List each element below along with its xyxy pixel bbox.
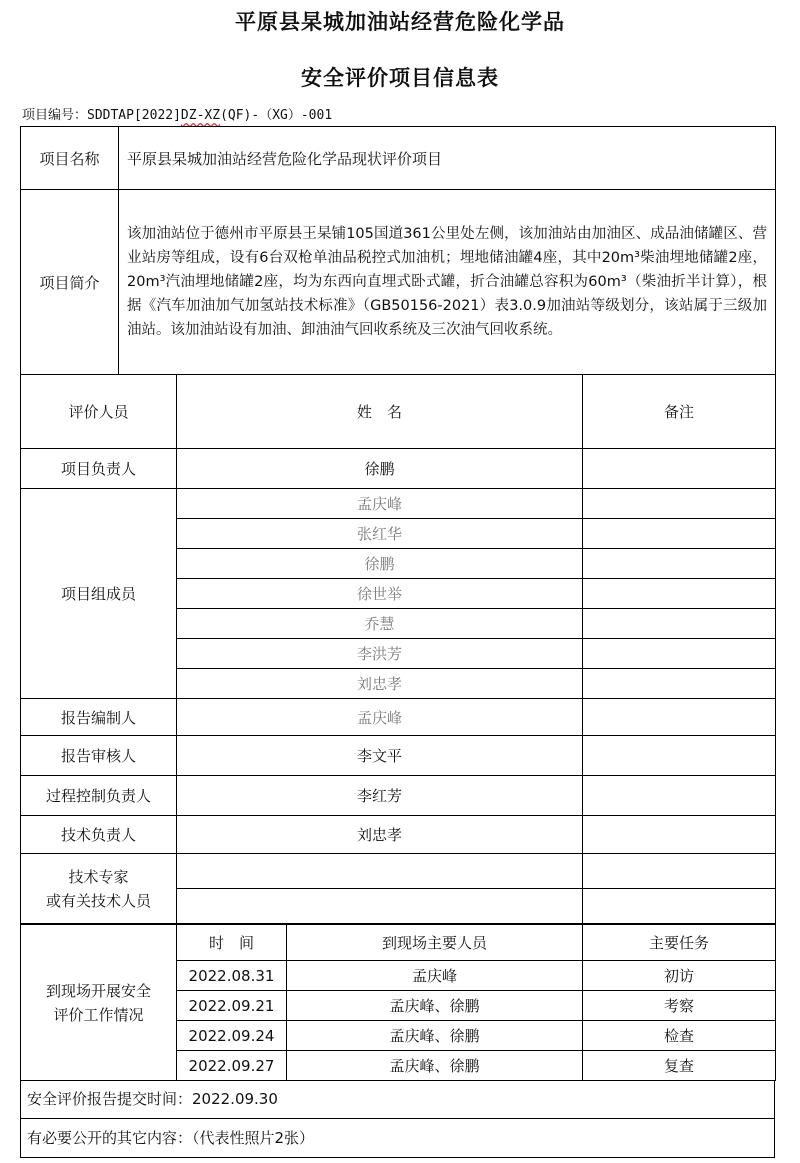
process-control-name: 李红芳 [177, 776, 583, 816]
project-summary-label: 项目简介 [21, 190, 119, 375]
leader-note [583, 449, 776, 489]
compiler-label: 报告编制人 [21, 699, 177, 736]
project-name-value: 平原县杲城加油站经营危险化学品现状评价项目 [119, 127, 776, 190]
process-control-label: 过程控制负责人 [21, 776, 177, 816]
col-header-role: 评价人员 [21, 375, 177, 449]
project-summary-row [21, 190, 776, 375]
document-title-line2: 安全评价项目信息表 [301, 66, 499, 90]
reviewer-name: 李文平 [177, 736, 583, 776]
member-name: 张红华 [177, 519, 583, 549]
member-name: 刘忠孝 [177, 669, 583, 699]
tech-lead-name: 刘忠孝 [177, 816, 583, 854]
reviewer-label: 报告审核人 [21, 736, 177, 776]
member-name: 李洪芳 [177, 639, 583, 669]
visit-people: 孟庆峰 [287, 961, 583, 991]
leader-label: 项目负责人 [21, 449, 177, 489]
col-header-people: 到现场主要人员 [287, 925, 583, 961]
members-label: 项目组成员 [21, 489, 177, 699]
member-note [583, 489, 776, 519]
visit-people: 孟庆峰、徐鹏 [287, 1021, 583, 1051]
expert-label-line1: 技术专家 [68, 867, 129, 886]
compiler-row [21, 699, 776, 736]
reviewer-note [583, 736, 776, 776]
personnel-table [20, 374, 776, 924]
process-control-row [21, 776, 776, 816]
member-note [583, 579, 776, 609]
member-name: 徐世举 [177, 579, 583, 609]
member-note [583, 519, 776, 549]
expert-name [177, 854, 583, 889]
visits-label-line1: 到现场开展安全 [45, 981, 151, 1000]
visit-task: 检查 [583, 1021, 776, 1051]
visit-date: 2022.09.24 [177, 1021, 287, 1051]
site-visits-table [20, 924, 776, 1081]
expert-name [177, 889, 583, 924]
expert-row [21, 854, 776, 889]
project-number-underlined: DZ-XZ [180, 108, 221, 123]
personnel-header-row [21, 375, 776, 449]
project-name-label: 项目名称 [21, 127, 119, 190]
member-row [21, 489, 776, 519]
leader-name: 徐鹏 [177, 449, 583, 489]
project-number [22, 104, 332, 123]
process-control-note [583, 776, 776, 816]
compiler-note [583, 699, 776, 736]
visit-people: 孟庆峰、徐鹏 [287, 991, 583, 1021]
project-summary-text: 该加油站位于德州市平原县王杲铺105国道361公里处左侧，该加油站由加油区、成品油储罐区、营业站房等组成，设有6台双枪单油品税控式加油机；埋地储油罐4座，其中20m³柴油埋地储罐2座，20m³汽油埋地储罐2座，均为东西向直埋式卧式罐，折合油罐总容积为60m³（柴油折半计算），根据《汽车加油加气加氢站技术标准》（GB50156-2021）表3.0.9加油站等级划分，该站属于三级加油站。该加油站设有加油、卸油油气回收系统及三次油气回收系统。 [119, 190, 776, 375]
col-header-note: 备注 [583, 375, 776, 449]
member-note [583, 549, 776, 579]
other-content: 有必要公开的其它内容：（代表性照片2张） [20, 1118, 775, 1158]
member-name: 孟庆峰 [177, 489, 583, 519]
visit-date: 2022.09.27 [177, 1051, 287, 1081]
tech-lead-note [583, 816, 776, 854]
project-number-suffix: (QF)-（XG）-001 [220, 108, 333, 123]
visits-header-row [21, 925, 776, 961]
project-name-row [21, 127, 776, 190]
visit-people: 孟庆峰、徐鹏 [287, 1051, 583, 1081]
visit-task: 初访 [583, 961, 776, 991]
visits-label-line2: 评价工作情况 [53, 1005, 144, 1024]
visit-task: 考察 [583, 991, 776, 1021]
reviewer-row [21, 736, 776, 776]
visit-date: 2022.08.31 [177, 961, 287, 991]
member-name: 徐鹏 [177, 549, 583, 579]
tech-lead-label: 技术负责人 [21, 816, 177, 854]
visit-date: 2022.09.21 [177, 991, 287, 1021]
expert-note [583, 889, 776, 924]
expert-label [21, 854, 177, 924]
document-title-line1: 平原县杲城加油站经营危险化学品 [235, 10, 565, 34]
leader-row [21, 449, 776, 489]
col-header-name: 姓 名 [177, 375, 583, 449]
project-number-prefix: 项目编号：SDDTAP[2022] [22, 108, 181, 123]
member-note [583, 639, 776, 669]
tech-lead-row [21, 816, 776, 854]
expert-label-line2: 或有关技术人员 [45, 891, 151, 910]
expert-note [583, 854, 776, 889]
compiler-name: 孟庆峰 [177, 699, 583, 736]
col-header-time: 时 间 [177, 925, 287, 961]
member-note [583, 669, 776, 699]
visits-label [21, 925, 177, 1081]
visit-task: 复查 [583, 1051, 776, 1081]
member-name: 乔慧 [177, 609, 583, 639]
project-info-table [20, 126, 776, 375]
col-header-task: 主要任务 [583, 925, 776, 961]
submit-time: 安全评价报告提交时间：2022.09.30 [20, 1080, 775, 1119]
member-note [583, 609, 776, 639]
